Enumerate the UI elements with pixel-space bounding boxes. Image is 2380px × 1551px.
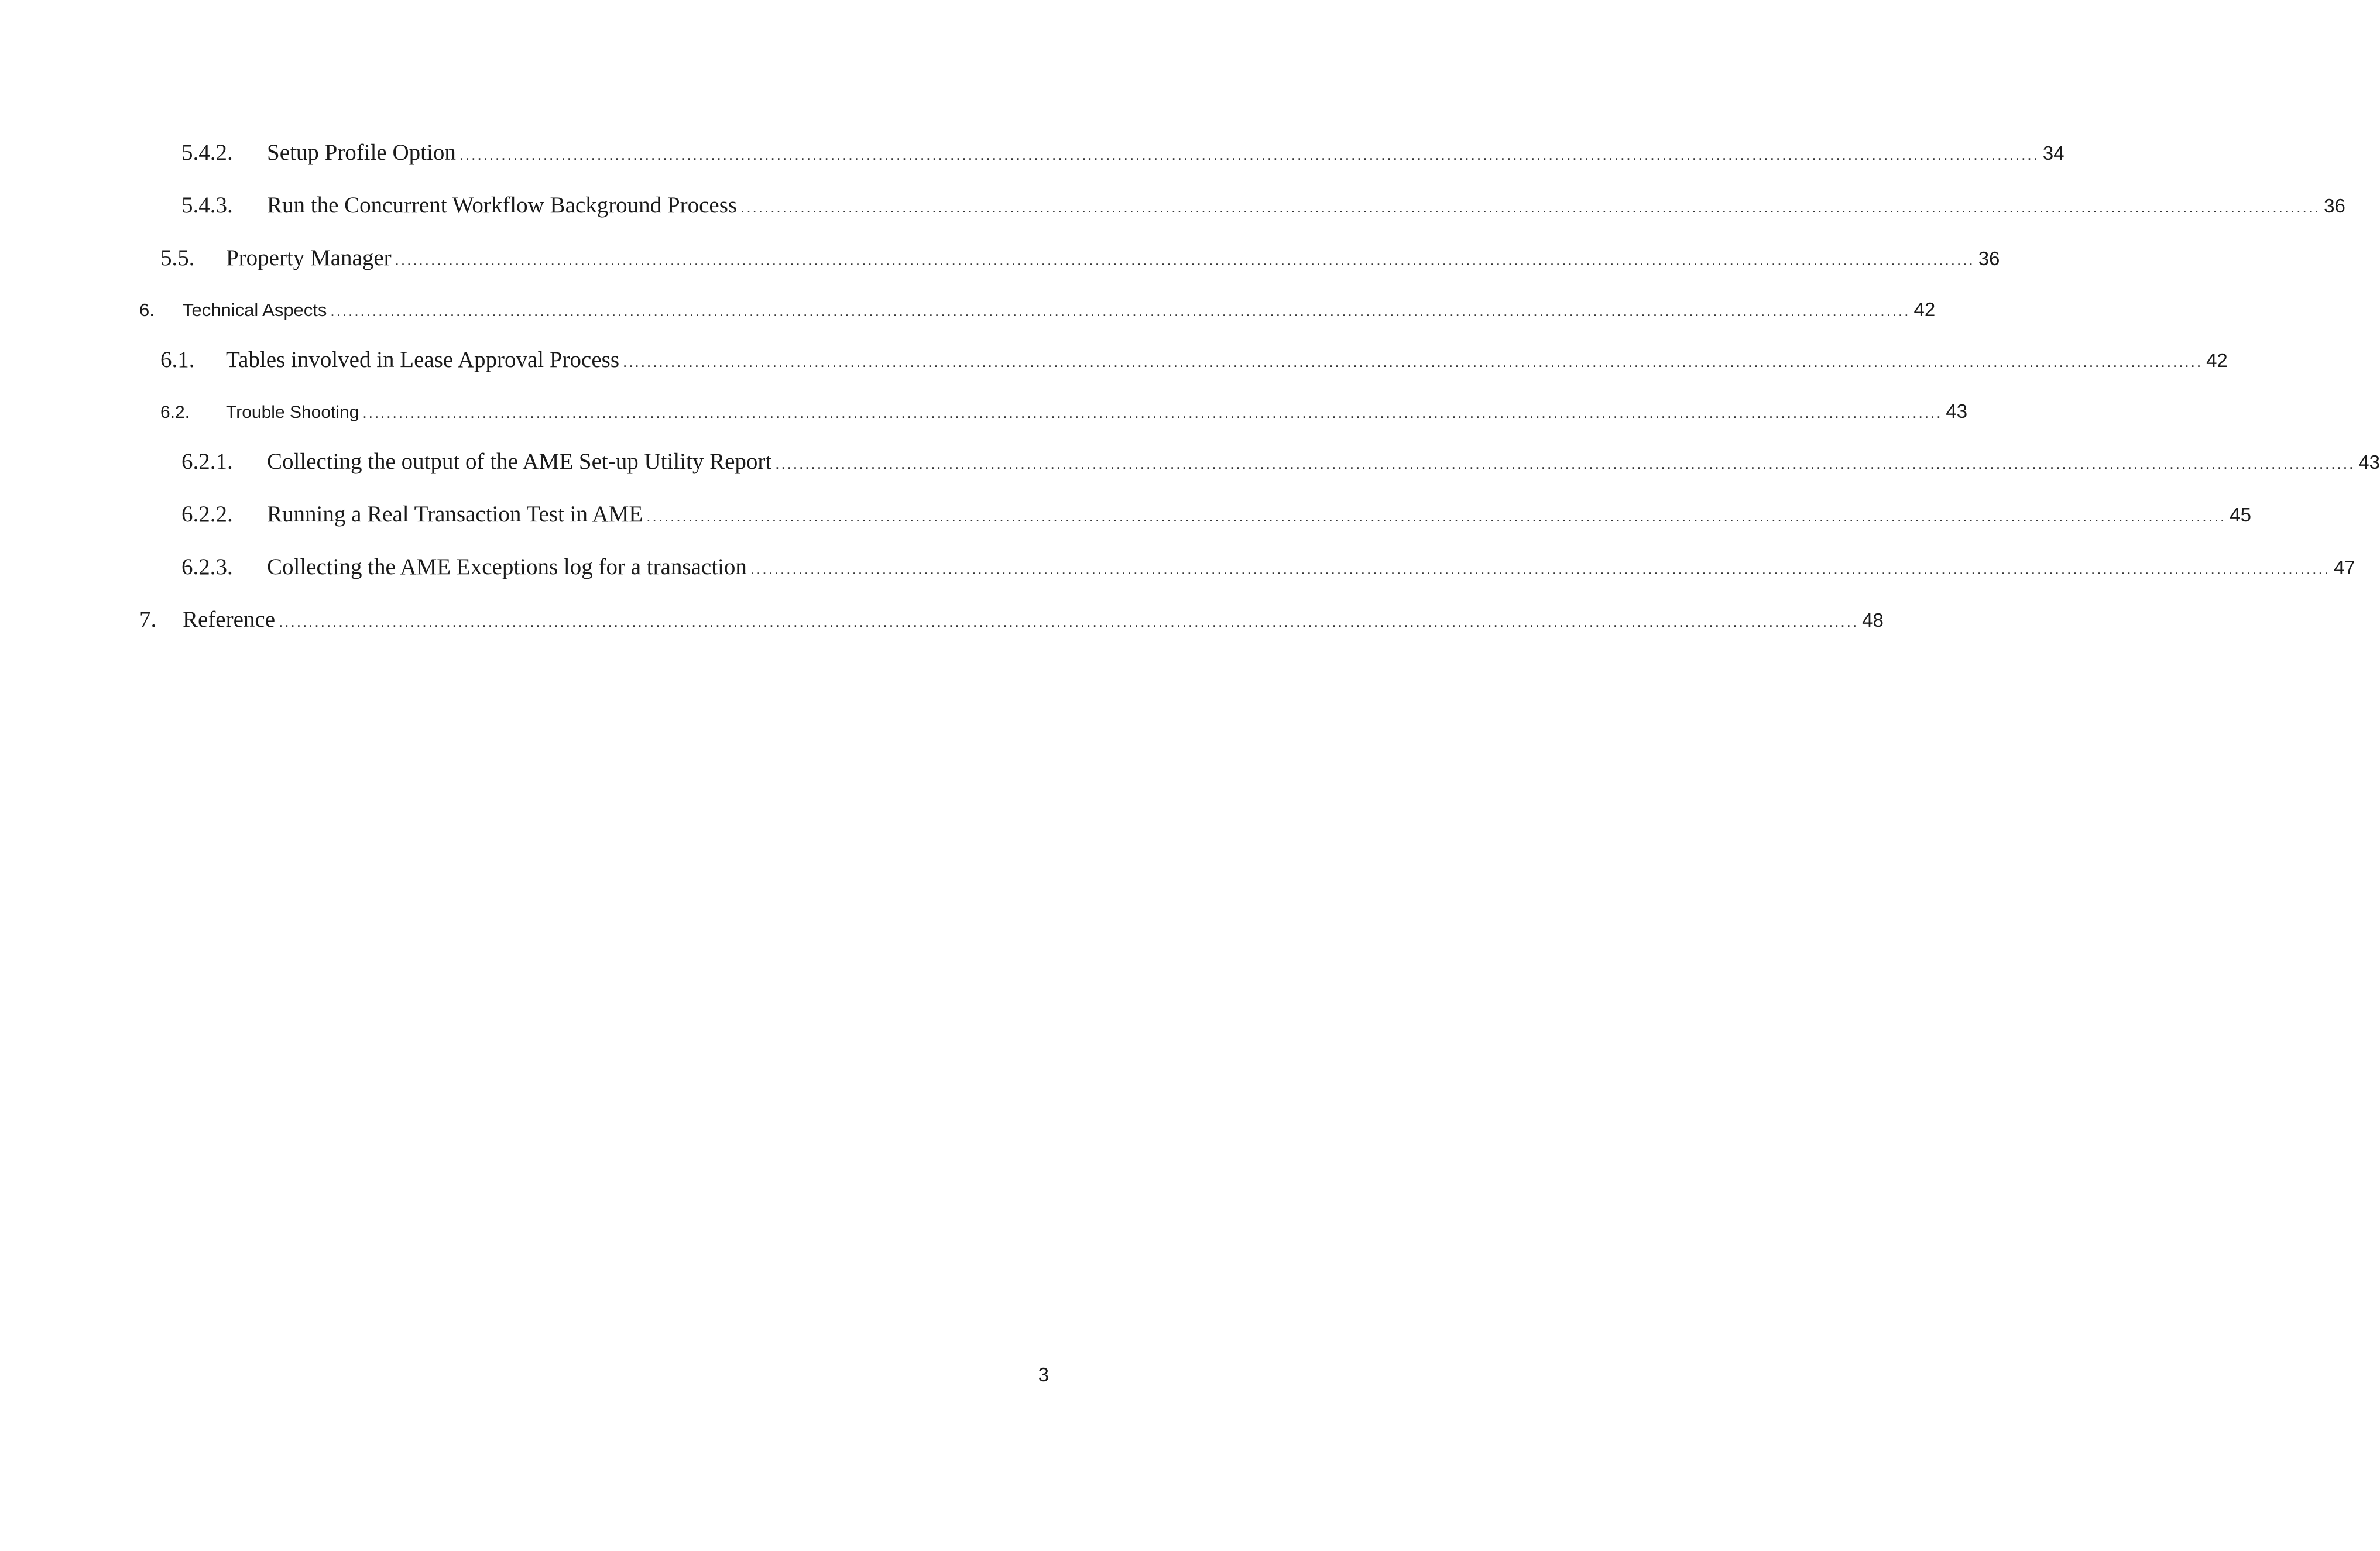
toc-entry-page: 42: [1913, 298, 1936, 320]
dot-leader: ........................................................................................................................................................................................................................................................................: [623, 353, 2203, 370]
toc-entry-6-2-1[interactable]: [181, 448, 2380, 475]
dot-leader: ........................................................................................................................................................................................................................................................................: [750, 560, 2330, 578]
toc-entry-number: 5.5.: [160, 245, 195, 270]
dot-leader: ........................................................................................................................................................................................................................................................................: [279, 613, 1859, 630]
toc-entry-6-2-2[interactable]: [181, 501, 2251, 527]
toc-entry-6-1[interactable]: [160, 346, 2228, 373]
toc-entry-page: 34: [2042, 142, 2065, 164]
toc-entry-title: Collecting the output of the AME Set-up Utility Report: [267, 449, 772, 474]
toc-entry-number: 6.1.: [160, 347, 195, 372]
toc-entry-title: Setup Profile Option: [267, 140, 456, 165]
toc-entry-title: Trouble Shooting: [226, 403, 359, 422]
toc-entry-title: Property Manager: [226, 245, 392, 270]
dot-leader: ........................................................................................................................................................................................................................................................................: [775, 455, 2355, 472]
toc-entry-title: Tables involved in Lease Approval Process: [226, 347, 620, 372]
toc-entry-page: 48: [1862, 609, 1884, 631]
toc-entry-page: 36: [1978, 248, 2000, 269]
toc-entry-5-4-3[interactable]: [181, 192, 2345, 218]
table-of-contents: [0, 0, 2380, 702]
toc-entry-6[interactable]: [139, 298, 1936, 321]
toc-entry-6-2-3[interactable]: [181, 554, 2355, 580]
toc-entry-page: 43: [2358, 451, 2380, 473]
toc-entry-number: 6.2.2.: [181, 502, 233, 527]
toc-entry-number: 6.2.3.: [181, 554, 233, 579]
toc-entry-page: 43: [1946, 400, 1968, 422]
dot-leader: ........................................................................................................................................................................................................................................................................: [740, 198, 2321, 216]
dot-leader: ........................................................................................................................................................................................................................................................................: [459, 146, 2039, 163]
toc-entry-title: Reference: [183, 607, 276, 632]
toc-entry-number: 5.4.3.: [181, 193, 233, 218]
toc-entry-number: 6.2.1.: [181, 449, 233, 474]
toc-entry-7[interactable]: [139, 606, 1884, 633]
dot-leader: ........................................................................................................................................................................................................................................................................: [395, 251, 1975, 269]
toc-entry-title: Technical Aspects: [183, 300, 327, 320]
page-number: 3: [1038, 1364, 1049, 1385]
dot-leader: ........................................................................................................................................................................................................................................................................: [646, 507, 2227, 525]
toc-entry-title: Run the Concurrent Workflow Background Process: [267, 193, 738, 218]
toc-entry-page: 45: [2230, 504, 2251, 526]
toc-entry-number: 6.2.: [160, 403, 190, 422]
toc-entry-6-2[interactable]: [160, 400, 1968, 423]
toc-entry-page: 47: [2333, 557, 2355, 578]
toc-entry-title: Collecting the AME Exceptions log for a transaction: [267, 554, 747, 579]
toc-entry-5-5[interactable]: [160, 245, 2000, 271]
toc-entry-page: 42: [2206, 349, 2228, 371]
toc-entry-number: 6.: [139, 300, 155, 320]
toc-entry-number: 7.: [139, 607, 157, 632]
toc-entry-title: Running a Real Transaction Test in AME: [267, 502, 643, 527]
toc-entry-5-4-2[interactable]: [181, 139, 2065, 166]
dot-leader: ........................................................................................................................................................................................................................................................................: [362, 404, 1943, 421]
toc-entry-page: 36: [2324, 195, 2345, 217]
toc-entry-number: 5.4.2.: [181, 140, 233, 165]
dot-leader: ........................................................................................................................................................................................................................................................................: [330, 302, 1911, 320]
